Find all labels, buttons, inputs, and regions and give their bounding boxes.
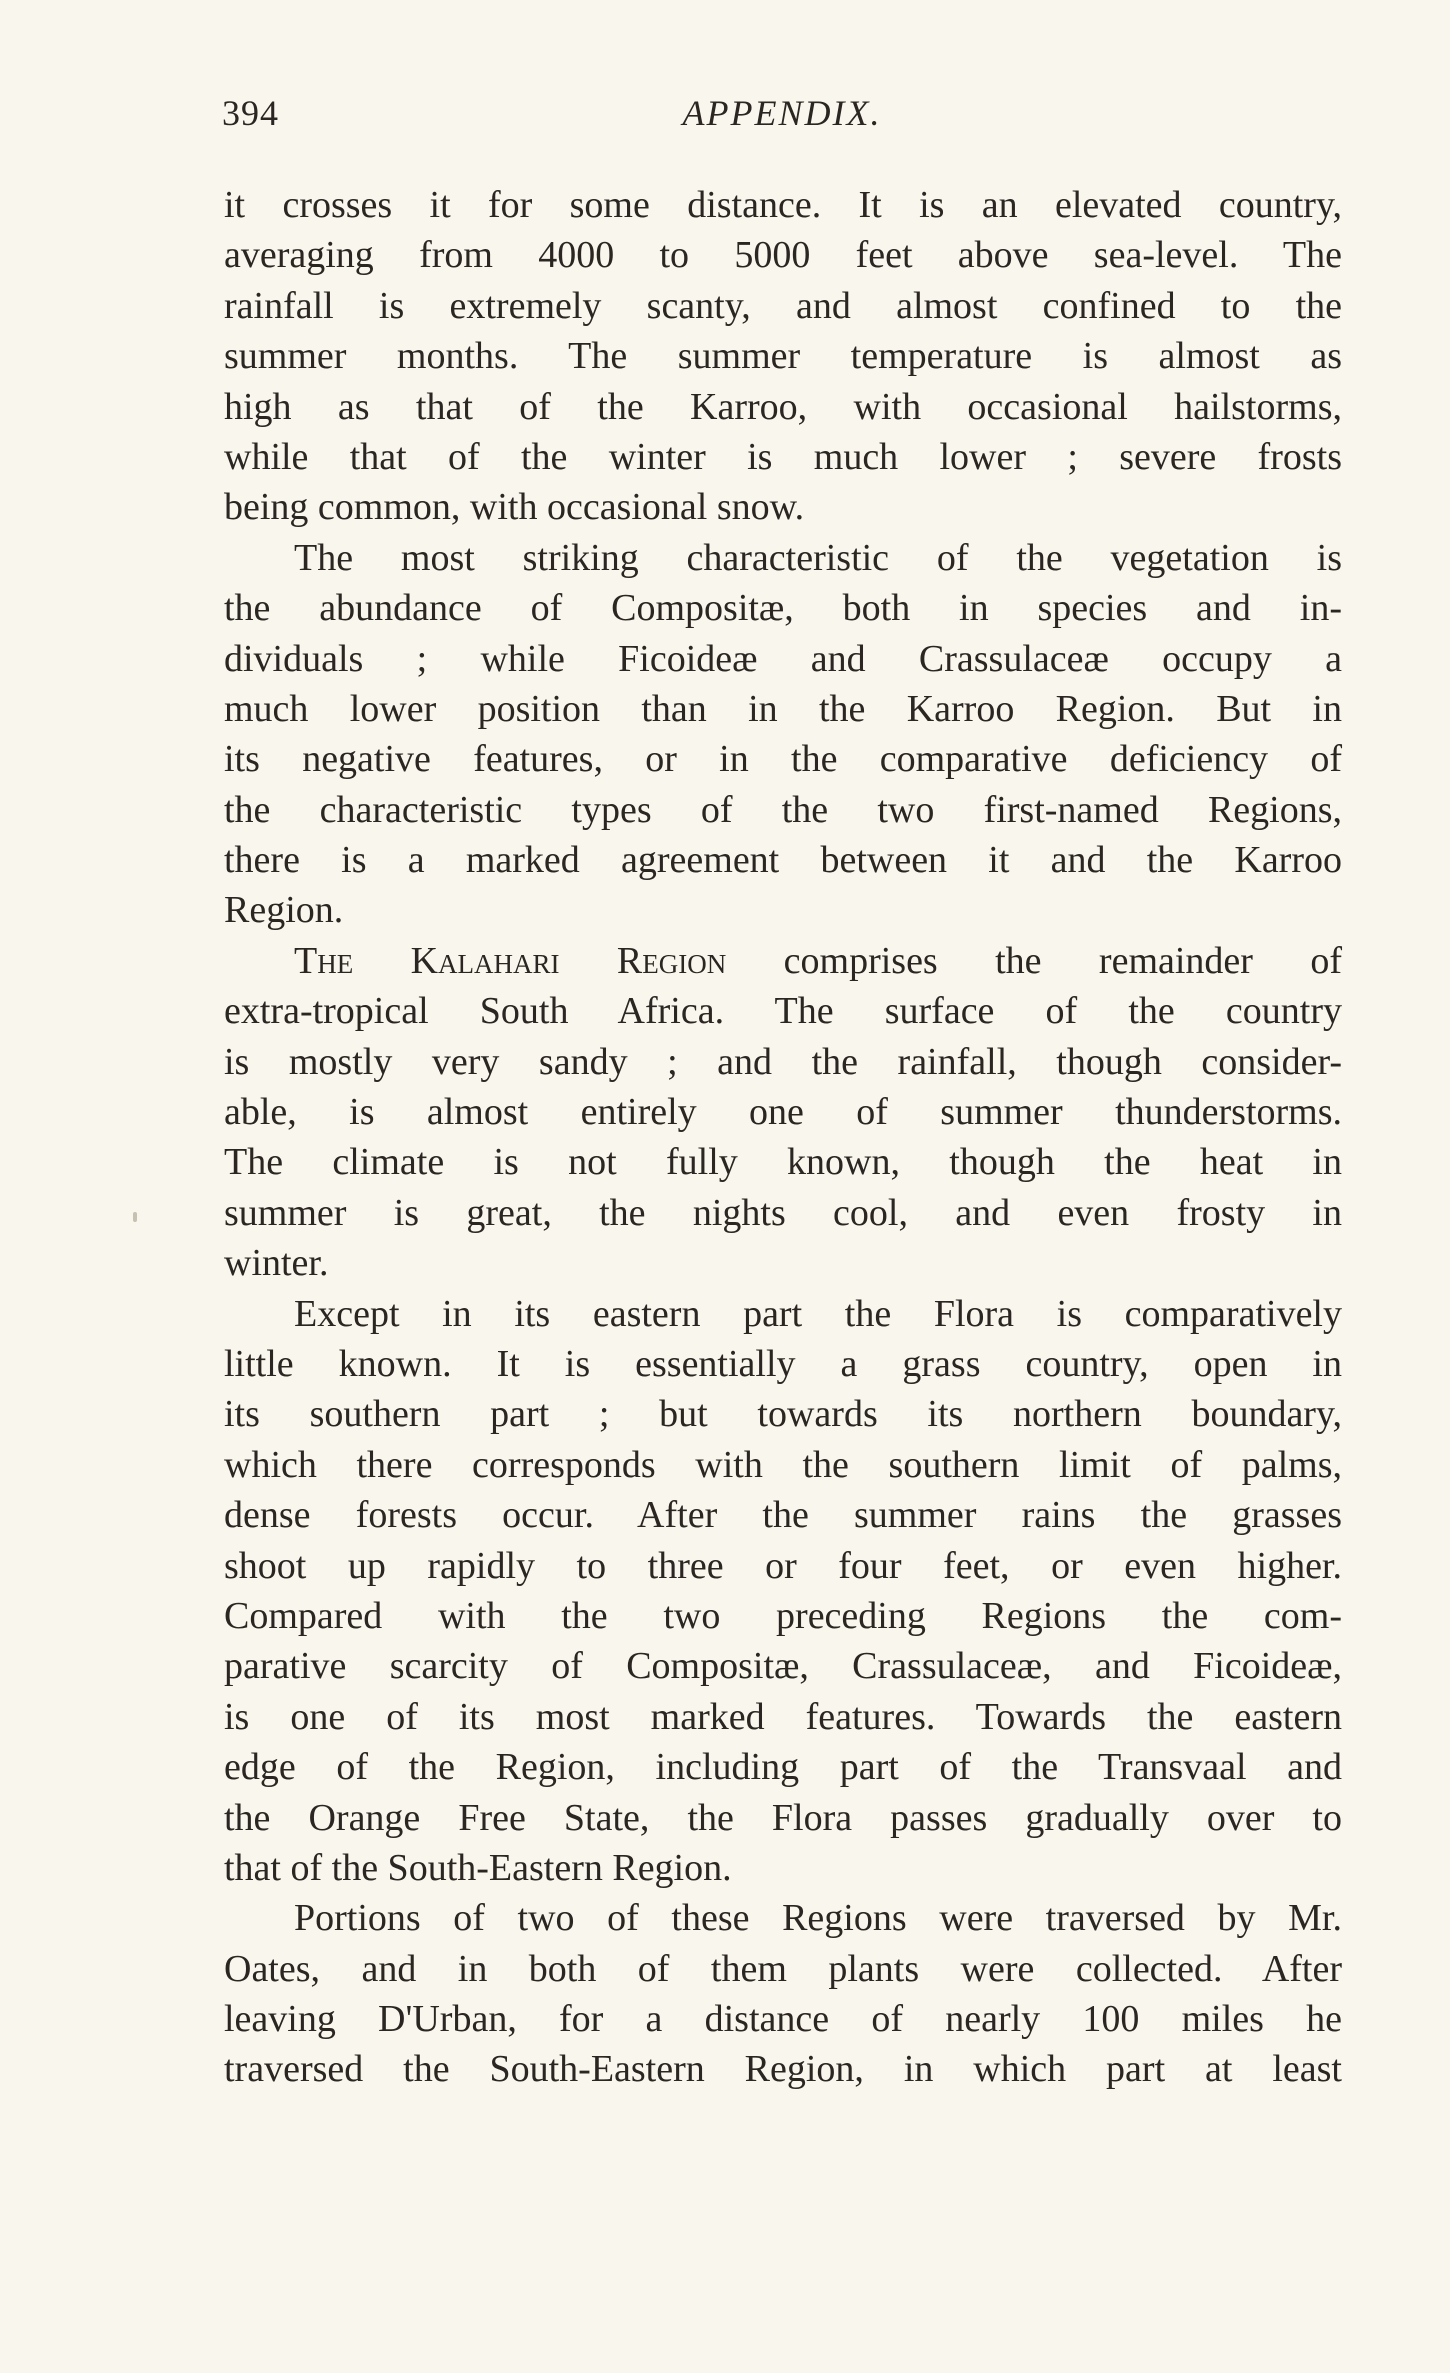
text-line: able, is almost entirely one of summer thunderstorms. xyxy=(224,1091,1342,1134)
text-line: there is a marked agreement between it and the Karroo xyxy=(224,839,1342,882)
text-line: The climate is not fully known, though the heat in xyxy=(224,1141,1342,1184)
running-title: APPENDIX. xyxy=(682,93,882,133)
text-line: Compared with the two preceding Regions the com- xyxy=(224,1594,1342,1637)
text-line: the characteristic types of the two first-named Regions, xyxy=(224,788,1342,831)
text-line: parative scarcity of Compositæ, Crassulaceæ, and Ficoideæ, xyxy=(224,1645,1342,1688)
text-line: averaging from 4000 to 5000 feet above sea-level. The xyxy=(224,234,1342,277)
text-line: summer is great, the nights cool, and even frosty in xyxy=(224,1191,1342,1234)
text-line: dividuals ; while Ficoideæ and Crassulaceæ occupy a xyxy=(224,637,1342,680)
page-number: 394 xyxy=(222,93,279,133)
text-line: extra-tropical South Africa. The surface of the country xyxy=(224,990,1342,1033)
text-line: rainfall is extremely scanty, and almost confined to the xyxy=(224,284,1342,327)
text-fragment: comprises the remainder of xyxy=(783,939,1342,982)
text-line: it crosses it for some distance. It is an elevated country, xyxy=(224,184,1342,226)
text-line: traversed the South-Eastern Region, in which part at least xyxy=(224,2048,1342,2091)
text-line: high as that of the Karroo, with occasional hailstorms, xyxy=(224,385,1342,428)
text-line: Portions of two of these Regions were traversed by Mr. xyxy=(294,1897,1342,1940)
text-line: little known. It is essentially a grass country, open in xyxy=(224,1342,1342,1385)
text-line: leaving D'Urban, for a distance of nearly 100 miles he xyxy=(224,1998,1342,2041)
section-heading-kalahari: The Kalahari Region xyxy=(294,939,727,982)
text-line: being common, with occasional snow. xyxy=(224,486,805,529)
text-line: The most striking characteristic of the vegetation is xyxy=(294,536,1342,579)
text-line: winter. xyxy=(224,1242,329,1285)
text-line: Except in its eastern part the Flora is comparatively xyxy=(294,1292,1342,1335)
margin-speck xyxy=(133,1212,137,1222)
text-line xyxy=(224,936,1342,986)
text-line: while that of the winter is much lower ; severe frosts xyxy=(224,435,1342,478)
text-line: dense forests occur. After the summer rains the grasses xyxy=(224,1494,1342,1537)
text-line: the abundance of Compositæ, both in species and in- xyxy=(224,587,1342,630)
text-line: shoot up rapidly to three or four feet, or even higher. xyxy=(224,1544,1342,1587)
body-text xyxy=(224,180,1342,2095)
running-head xyxy=(222,92,1342,148)
text-line: edge of the Region, including part of the Transvaal and xyxy=(224,1746,1342,1789)
text-line: is one of its most marked features. Towards the eastern xyxy=(224,1695,1342,1738)
text-line: summer months. The summer temperature is almost as xyxy=(224,335,1342,378)
text-line: which there corresponds with the southern limit of palms, xyxy=(224,1443,1342,1486)
text-line: is mostly very sandy ; and the rainfall, though consider- xyxy=(224,1040,1342,1083)
text-line: its southern part ; but towards its northern boundary, xyxy=(224,1393,1342,1436)
text-line: the Orange Free State, the Flora passes gradually over to xyxy=(224,1796,1342,1839)
text-line: that of the South-Eastern Region. xyxy=(224,1846,732,1889)
text-line: much lower position than in the Karroo Region. But in xyxy=(224,687,1342,730)
text-line: Region. xyxy=(224,889,344,932)
text-line: its negative features, or in the comparative deficiency of xyxy=(224,738,1342,781)
text-line: Oates, and in both of them plants were collected. After xyxy=(224,1947,1342,1990)
